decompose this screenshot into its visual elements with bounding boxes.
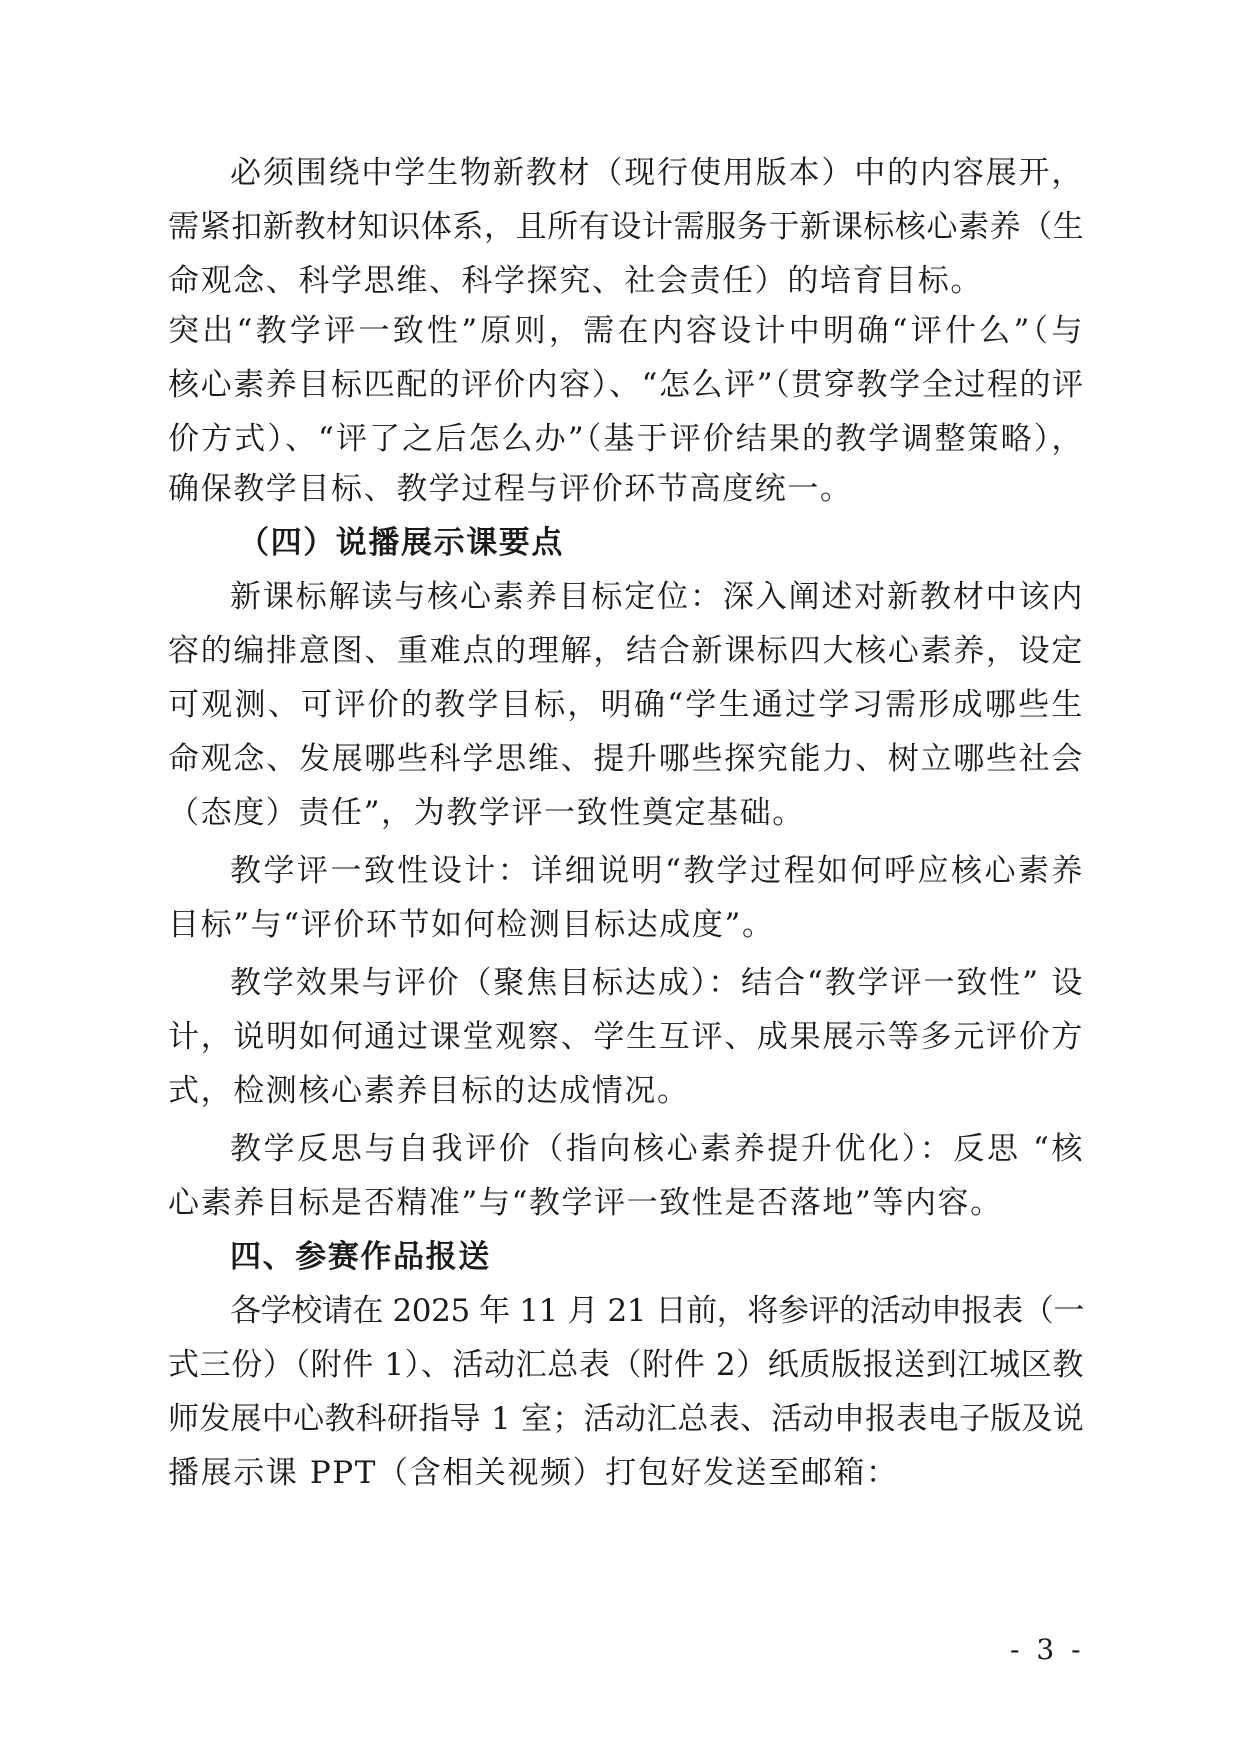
page-number: - 3 -: [1010, 1633, 1085, 1666]
paragraph-line: 式，检测核心素养目标的达成情况。: [168, 1073, 690, 1109]
paragraph-line: 必须围绕中学生物新教材（现行使用版本）中的内容展开，: [230, 155, 1084, 191]
paragraph-line: 教学效果与评价（聚焦目标达成）：结合“教学评一致性” 设: [230, 965, 1084, 1001]
paragraph-line: 师发展中心教科研指导 1 室；活动汇总表、活动申报表电子版及说: [168, 1401, 1084, 1437]
section-subheading: （四）说播展示课要点: [238, 525, 564, 561]
paragraph-line: 价方式）、“评了之后怎么办”（基于评价结果的教学调整策略），: [168, 421, 1084, 457]
paragraph-line: 命观念、发展哪些科学思维、提升哪些探究能力、树立哪些社会: [168, 741, 1084, 777]
paragraph-line: 各学校请在 2025 年 11 月 21 日前，将参评的活动申报表（一: [230, 1293, 1084, 1329]
paragraph-line: 新课标解读与核心素养目标定位：深入阐述对新教材中该内: [230, 579, 1084, 615]
paragraph-line: 式三份）（附件 1）、活动汇总表（附件 2）纸质版报送到江城区教: [168, 1347, 1084, 1383]
section-heading: 四、参赛作品报送: [230, 1239, 491, 1275]
paragraph-line: 目标”与“评价环节如何检测目标达成度”。: [168, 907, 775, 943]
paragraph-line: 教学评一致性设计：详细说明“教学过程如何呼应核心素养: [230, 853, 1084, 889]
paragraph-line: 心素养目标是否精准”与“教学评一致性是否落地”等内容。: [168, 1185, 1003, 1221]
paragraph-line: 播展示课 PPT（含相关视频）打包好发送至邮箱：: [168, 1455, 899, 1491]
paragraph-line: 教学反思与自我评价（指向核心素养提升优化）：反思 “核: [230, 1131, 1084, 1167]
paragraph-line: （态度）责任”，为教学评一致性奠定基础。: [168, 795, 805, 831]
paragraph-line: 突出“教学评一致性”原则，需在内容设计中明确“评什么”（与: [168, 313, 1084, 349]
paragraph-line: 可观测、可评价的教学目标，明确“学生通过学习需形成哪些生: [168, 687, 1084, 723]
paragraph-line: 需紧扣新教材知识体系，且所有设计需服务于新课标核心素养（生: [168, 209, 1085, 245]
paragraph-line: 容的编排意图、重难点的理解，结合新课标四大核心素养，设定: [168, 633, 1084, 669]
paragraph-line: 命观念、科学思维、科学探究、社会责任）的培育目标。: [168, 263, 983, 299]
paragraph-line: 确保教学目标、教学过程与评价环节高度统一。: [168, 471, 853, 507]
paragraph-line: 计，说明如何通过课堂观察、学生互评、成果展示等多元评价方: [168, 1019, 1084, 1055]
paragraph-line: 核心素养目标匹配的评价内容）、“怎么评”（贯穿教学全过程的评: [168, 367, 1085, 403]
